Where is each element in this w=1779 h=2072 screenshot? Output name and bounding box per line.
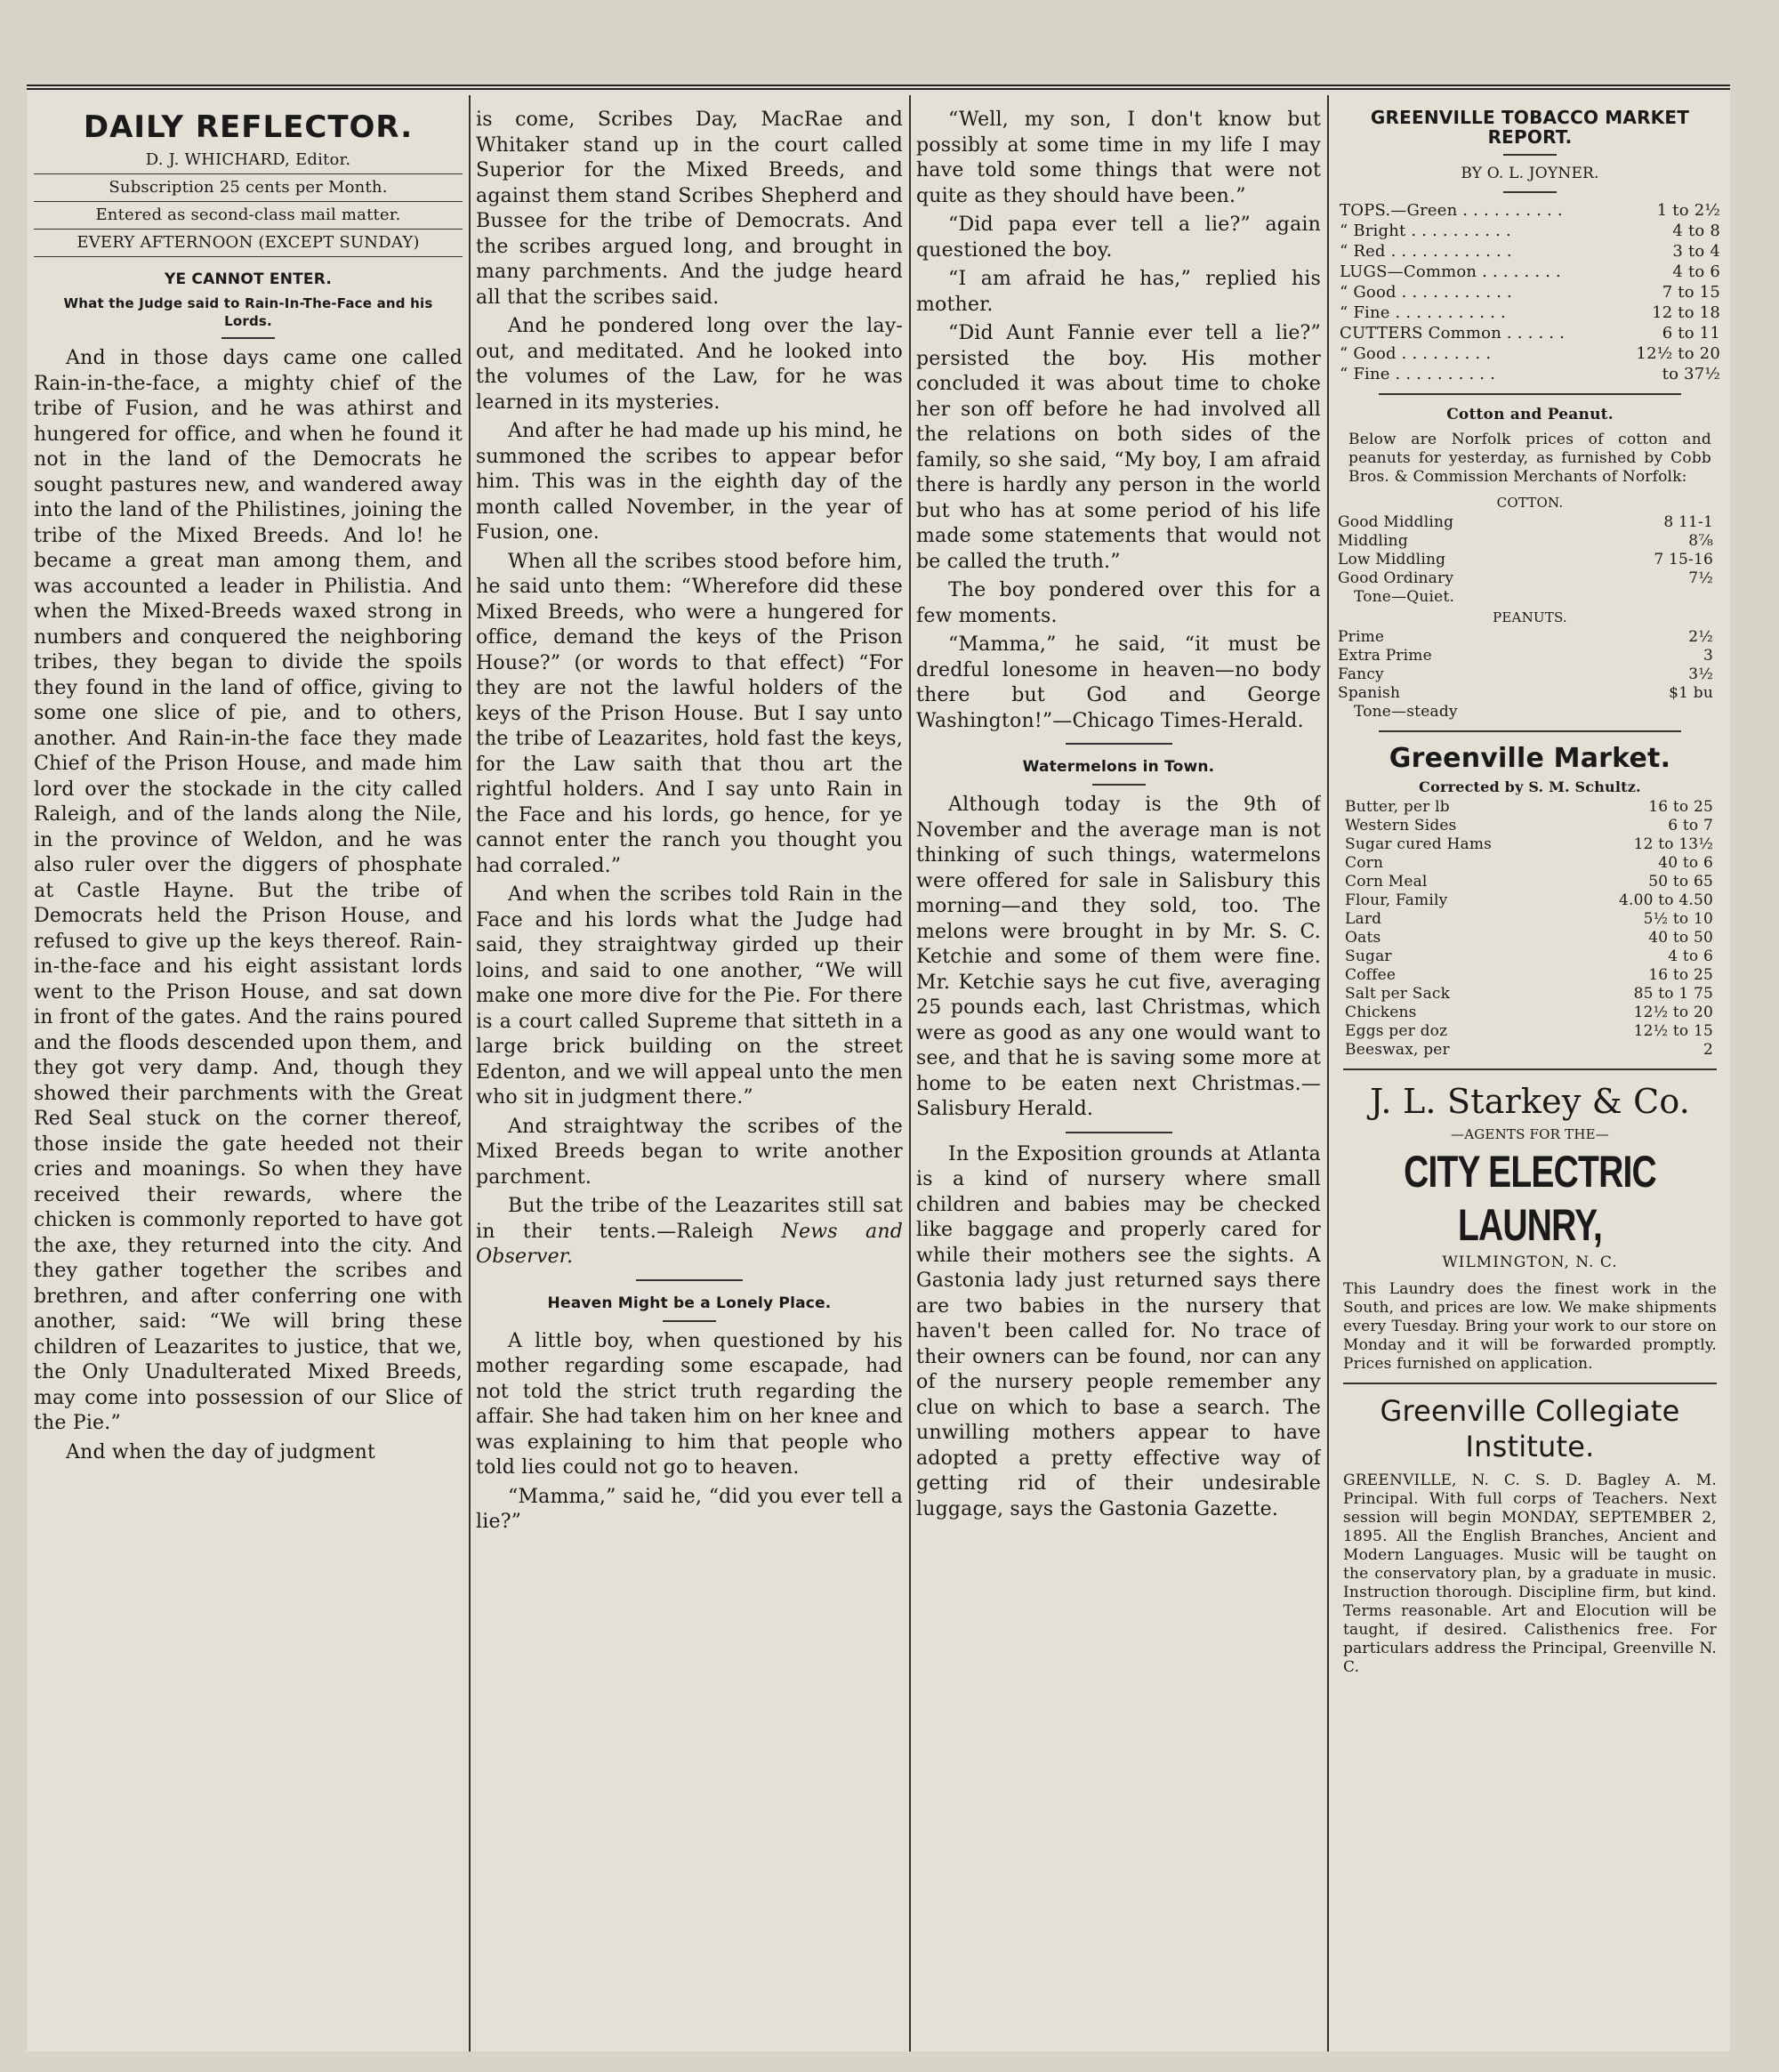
price-value: 5½ to 10 — [1643, 910, 1713, 928]
price-label: Spanish — [1338, 684, 1401, 702]
column-2 — [476, 108, 903, 2043]
price-row — [1334, 817, 1726, 835]
price-row — [1334, 966, 1726, 985]
price-row — [1334, 302, 1726, 323]
price-label: Western Sides — [1345, 817, 1457, 834]
price-row — [1334, 262, 1726, 282]
price-row — [1334, 1022, 1726, 1041]
separator — [1503, 154, 1557, 156]
price-label: “ Good . . . . . . . . . . . — [1340, 283, 1512, 302]
price-value: 4 to 6 — [1672, 262, 1720, 281]
price-value: 8 11-1 — [1663, 513, 1713, 531]
price-label: Middling — [1338, 532, 1408, 550]
article-paragraph: Although today is the 9th of November and the average man is not thinking of such things, watermelons were offered for sale in Salisbury this morning—and they sold, too. The melons were brought in by Mr. S. C. Ketchie and some of them were fine. Mr. Ketchie says he cut five, averaging 25 pounds each, last Christmas, which were as good as any one would want to see, and that he is saving some more at home to be eaten next Christmas.—Salisbury Herald. — [916, 794, 1321, 1120]
price-value: 8⅞ — [1688, 532, 1713, 550]
article-paragraph: The boy pondered over this for a few moments. — [916, 579, 1321, 627]
column-3 — [916, 108, 1321, 2043]
article-paragraph: “I am afraid he has,” replied his mother. — [916, 268, 1321, 316]
price-value: 7½ — [1688, 569, 1713, 587]
price-label: Corn — [1345, 854, 1384, 872]
price-row — [1334, 221, 1726, 241]
price-value: 50 to 65 — [1648, 873, 1713, 891]
price-label: Good Middling — [1338, 513, 1454, 531]
price-value: 2 — [1703, 1041, 1713, 1059]
laundry-location: WILMINGTON, N. C. — [1442, 1254, 1618, 1271]
tobacco-price-list — [1334, 200, 1726, 384]
article-text: But the tribe of the Leazarites still sat in their tents.—Raleigh — [476, 1195, 903, 1243]
price-label: Butter, per lb — [1345, 798, 1450, 816]
price-value: 12½ to 20 — [1633, 1004, 1713, 1021]
article-paragraph: And in those days came one called Rain-in-the-face, a mighty chief of the tribe of Fusion, and he was athirst and hungered for office, and when he found it not in the land of the Democrats he sought pastures new, and wandered away into the land of the Philistines, joining the tribe of the Mixed Breeds. And lo! he became a great man among them, and was accounted a leader in Philistia. And when the Mixed-Breeds waxed strong in numbers and conquered the neighboring tribes, they began to divide the spoils they found in the land of office, giving to some one slice of pie, and to others, another. And Rain-in-the face they made Chief of the Prison House, and made him lord over the stockade in the city called Raleigh, and of the lands along the Nile, in the province of Weldon, and he was also ruler over the diggers of phosphate at Castle Hayne. But the tribe of Democrats held the Prison House, and refused to give up the keys thereof. Rain-in-the-face and his eight assistant lords went to the Prison House, and sat down in front of the gates. And the rains poured and the floods descended upon them, and they got very damp. And, though they showed their parchments with the Great Red Seal stuck on the corner thereof, those inside the gate heeded not their cries and moanings. So when they have received their rewards, where the chicken is commonly reported to have got the axe, they returned into the city. And they gather together the scribes and brethren, and after conferring one with another, said: “We will bring these children of Leazarites to justice, that we, the Only Unadulterated Mixed Breeds, may come into possession of our Slice of the Pie.” — [34, 347, 463, 1434]
article-paragraph: And after he had made up his mind, he summoned the scribes to appear befor him. This was in the eighth day of the month called November, in the year of Fusion, one. — [476, 420, 903, 544]
price-label: Coffee — [1345, 966, 1397, 984]
price-row — [1334, 985, 1726, 1004]
institute-title-line2: Institute. — [1465, 1430, 1595, 1463]
article-paragraph: “Mamma,” said he, “did you ever tell a lie?” — [476, 1485, 903, 1533]
price-value: 6 to 11 — [1662, 324, 1720, 343]
cotton-peanut-intro: Below are Norfolk prices of cotton and peanuts for yesterday, as furnished by Cobb Bros. & Commission Merchants of Norfolk: — [1348, 431, 1711, 486]
institute-title-line1: Greenville Collegiate — [1380, 1394, 1680, 1428]
article-paragraph: And when the day of judgment — [66, 1440, 375, 1463]
separator — [1343, 1383, 1717, 1384]
price-value: to 37½ — [1662, 365, 1720, 383]
column-1 — [34, 108, 463, 2043]
article-headline: YE CANNOT ENTER. — [164, 270, 332, 288]
price-value: 85 to 1 75 — [1633, 985, 1713, 1003]
price-row — [1334, 282, 1726, 302]
price-label: “ Bright . . . . . . . . . . — [1340, 222, 1511, 240]
column-rule — [1327, 95, 1329, 2052]
separator — [636, 1279, 743, 1281]
column-4 — [1334, 108, 1726, 2043]
tobacco-byline: BY O. L. JOYNER. — [1461, 165, 1599, 182]
price-value: 3½ — [1688, 665, 1713, 683]
separator — [1066, 1132, 1172, 1133]
price-row — [1334, 873, 1726, 891]
price-row — [1334, 835, 1726, 854]
article-paragraph: And when the scribes told Rain in the Face and his lords what the Judge had said, they straightway girded up their loins, and said to one another, “We will make one more dive for the Pie. For there is a court called Supreme that sitteth in a large brick building on the street Edenton, and we will appeal unto the men who sit in judgment there.” — [476, 883, 903, 1109]
peanut-price-list — [1334, 628, 1726, 703]
price-value: 2½ — [1688, 628, 1713, 646]
price-value: 4 to 8 — [1672, 222, 1720, 240]
market-corrected-by: Corrected by S. M. Schultz. — [1419, 778, 1641, 795]
column-rule — [909, 95, 911, 2052]
price-label: Flour, Family — [1345, 891, 1448, 909]
price-value: 12½ to 20 — [1636, 344, 1720, 363]
article-paragraph: “Did Aunt Fannie ever tell a lie?” persisted the boy. His mother concluded it was about time to choke her son off before he had involved all the relations on both sides of the family, so she said, “My boy, I am afraid there is hardly any person in the world but who has at some period of his life made some statements that would not be called the truth.” — [916, 322, 1321, 573]
cotton-peanut-title: Cotton and Peanut. — [1446, 406, 1614, 423]
price-label: Fancy — [1338, 665, 1384, 683]
price-row — [1334, 665, 1726, 684]
price-label: Extra Prime — [1338, 647, 1432, 665]
cotton-price-list — [1334, 513, 1726, 588]
article-paragraph — [476, 1194, 903, 1270]
tobacco-title: GREENVILLE TOBACCO MARKET REPORT. — [1370, 108, 1690, 148]
price-label: Salt per Sack — [1345, 985, 1451, 1003]
price-value: 12 to 18 — [1652, 303, 1720, 322]
separator — [1066, 743, 1172, 745]
price-row — [1334, 929, 1726, 947]
cotton-heading: COTTON. — [1496, 495, 1564, 511]
greenville-market-title: Greenville Market. — [1389, 743, 1671, 774]
market-price-list — [1334, 798, 1726, 1060]
separator — [663, 1320, 716, 1322]
column-rule — [469, 95, 471, 2052]
article-paragraph: When all the scribes stood before him, he said unto them: “Wherefore did these Mixed Breeds, who were a hungered for office, demand the keys of the Prison House?” (or words to that effect) “For they are not the lawful holders of the keys of the Prison House. But I say unto the tribe of Leazarites, hold fast the keys, for the Law saith that thou art the rightful holders. And I say unto Rain in the Face and his lords, go hence, for ye cannot enter the ranch you thought you had corraled.” — [476, 550, 903, 877]
price-value: 3 — [1703, 647, 1713, 665]
price-label: Chickens — [1345, 1004, 1417, 1021]
cotton-tone: Tone—Quiet. — [1354, 588, 1455, 606]
price-label: CUTTERS Common . . . . . . — [1340, 324, 1566, 343]
price-row — [1334, 532, 1726, 551]
price-row — [1334, 364, 1726, 384]
article-paragraph: is come, Scribes Day, MacRae and Whitaker stand up in the court called Superior for the Mixed Breeds, and against them stand Scribes Shepherd and Bussee for the tribe of Democrats. And the scribes argued long, and brought in many parchments. And the judge heard all that the scribes said. — [476, 109, 903, 309]
article-paragraph: And he pondered long over the lay-out, and meditated. And he looked into the volumes of the Law, for he was learned in its mysteries. — [476, 315, 903, 414]
article-subhead: What the Judge said to Rain-In-The-Face and his Lords. — [63, 295, 433, 329]
price-value: 1 to 2½ — [1656, 201, 1720, 220]
article-paragraph: “Did papa ever tell a lie?” again questioned the boy. — [916, 214, 1321, 262]
price-label: LUGS—Common . . . . . . . . — [1340, 262, 1561, 281]
peanut-tone: Tone—steady — [1354, 703, 1458, 721]
price-label: Oats — [1345, 929, 1381, 947]
price-value: 16 to 25 — [1648, 966, 1713, 984]
laundry-body: This Laundry does the finest work in the South, and prices are low. We make shipments every Tuesday. Bring your work to our store on Monday and it will be forwarded promptly. Prices furnished on application. — [1343, 1280, 1717, 1373]
separator — [1379, 730, 1681, 732]
masthead-entered: Entered as second-class mail matter. — [34, 202, 463, 230]
article-paragraph: “Mamma,” he said, “it must be dredful lonesome in heaven—no body there but God and George Washington!”—Chicago Times-Herald. — [916, 633, 1321, 732]
price-row — [1334, 1041, 1726, 1060]
price-value: 6 to 7 — [1668, 817, 1713, 834]
article-paragraph: In the Exposition grounds at Atlanta is a kind of nursery where small children and babies may be checked like baggage and properly cared for while their mothers see the sights. A Gastonia lady just returned says there are two babies in the nursery that haven't been called for. No trace of their owners can be found, nor can any of the nursery people remember any clue on which to base a search. The unwilling mothers appear to have adopted a pretty effective way of getting rid of their undesirable luggage, says the Gastonia Gazette. — [916, 1142, 1321, 1520]
price-row — [1334, 343, 1726, 364]
price-value: 7 to 15 — [1662, 283, 1720, 302]
price-label: TOPS.—Green . . . . . . . . . . — [1340, 201, 1563, 220]
price-value: 4.00 to 4.50 — [1619, 891, 1713, 909]
price-label: “ Red . . . . . . . . . . . . — [1340, 242, 1512, 261]
price-label: “ Fine . . . . . . . . . . — [1340, 365, 1496, 383]
article-headline: Watermelons in Town. — [1022, 758, 1215, 776]
article-headline: Heaven Might be a Lonely Place. — [547, 1294, 832, 1312]
separator — [1379, 393, 1681, 395]
separator — [1503, 191, 1557, 193]
price-label: Prime — [1338, 628, 1385, 646]
price-value: 12 to 13½ — [1633, 835, 1713, 853]
price-value: $1 bu — [1669, 684, 1713, 702]
masthead-subscription: Subscription 25 cents per Month. — [34, 174, 463, 202]
price-row — [1334, 798, 1726, 817]
price-row — [1334, 628, 1726, 647]
article-paragraph: “Well, my son, I don't know but possibly at some time in my life I may have told some things that were not quite as they should have been.” — [916, 109, 1321, 207]
article-source: News and Observer. — [476, 1220, 903, 1268]
peanuts-heading: PEANUTS. — [1493, 609, 1567, 625]
price-row — [1334, 947, 1726, 966]
price-row — [1334, 513, 1726, 532]
price-row — [1334, 551, 1726, 569]
price-label: Low Middling — [1338, 551, 1446, 568]
price-label: Eggs per doz — [1345, 1022, 1448, 1040]
article-paragraph: And straightway the scribes of the Mixed Breeds began to write another parchment. — [476, 1115, 903, 1189]
price-row — [1334, 910, 1726, 929]
starkey-agents: —AGENTS FOR THE— — [1451, 1126, 1609, 1142]
price-row — [1334, 569, 1726, 588]
price-row — [1334, 241, 1726, 262]
price-value: 12½ to 15 — [1633, 1022, 1713, 1040]
price-row — [1334, 647, 1726, 665]
price-value: 4 to 6 — [1668, 947, 1713, 965]
price-value: 40 to 50 — [1648, 929, 1713, 947]
separator — [1092, 784, 1146, 786]
price-value: 7 15-16 — [1654, 551, 1713, 568]
price-label: “ Good . . . . . . . . . — [1340, 344, 1492, 363]
price-value: 3 to 4 — [1672, 242, 1720, 261]
price-row — [1334, 854, 1726, 873]
separator — [1343, 1068, 1717, 1070]
laundry-name: CITY ELECTRIC LAUNRY, — [1404, 1147, 1656, 1250]
price-label: Good Ordinary — [1338, 569, 1454, 587]
price-label: “ Fine . . . . . . . . . . . — [1340, 303, 1506, 322]
institute-body: GREENVILLE, N. C. S. D. Bagley A. M. Principal. With full corps of Teachers. Next session will begin MONDAY, SEPTEMBER 2, 1895. All the English Branches, Ancient and Modern Languages. Music will be taught on the conservatory plan, by a graduate in music. Instruction thorough. Discipline firm, but kind. Terms reasonable. Art and Elocution will be taught, if desired. Calisthenics free. For particulars address the Principal, Greenville N. C. — [1343, 1471, 1717, 1676]
price-label: Sugar cured Hams — [1345, 835, 1493, 853]
price-row — [1334, 1004, 1726, 1022]
price-label: Beeswax, per — [1345, 1041, 1450, 1059]
price-label: Lard — [1345, 910, 1382, 928]
price-value: 16 to 25 — [1648, 798, 1713, 816]
price-label: Corn Meal — [1345, 873, 1428, 891]
article-paragraph: A little boy, when questioned by his mother regarding some escapade, had not told the strict truth regarding the affair. She had taken him on her knee and was explaining to him that people who told lies could not go to heaven. — [476, 1329, 903, 1479]
separator — [221, 337, 275, 339]
masthead-editor: D. J. WHICHARD, Editor. — [34, 147, 463, 174]
price-row — [1334, 891, 1726, 910]
price-label: Sugar — [1345, 947, 1392, 965]
price-value: 40 to 6 — [1658, 854, 1713, 872]
newspaper-page — [27, 85, 1730, 2052]
price-row — [1334, 684, 1726, 703]
price-row — [1334, 200, 1726, 221]
price-row — [1334, 323, 1726, 343]
starkey-firm-name: J. L. Starkey & Co. — [1369, 1082, 1691, 1121]
masthead-title: DAILY REFLECTOR. — [83, 109, 414, 145]
masthead-schedule: EVERY AFTERNOON (EXCEPT SUNDAY) — [34, 230, 463, 257]
